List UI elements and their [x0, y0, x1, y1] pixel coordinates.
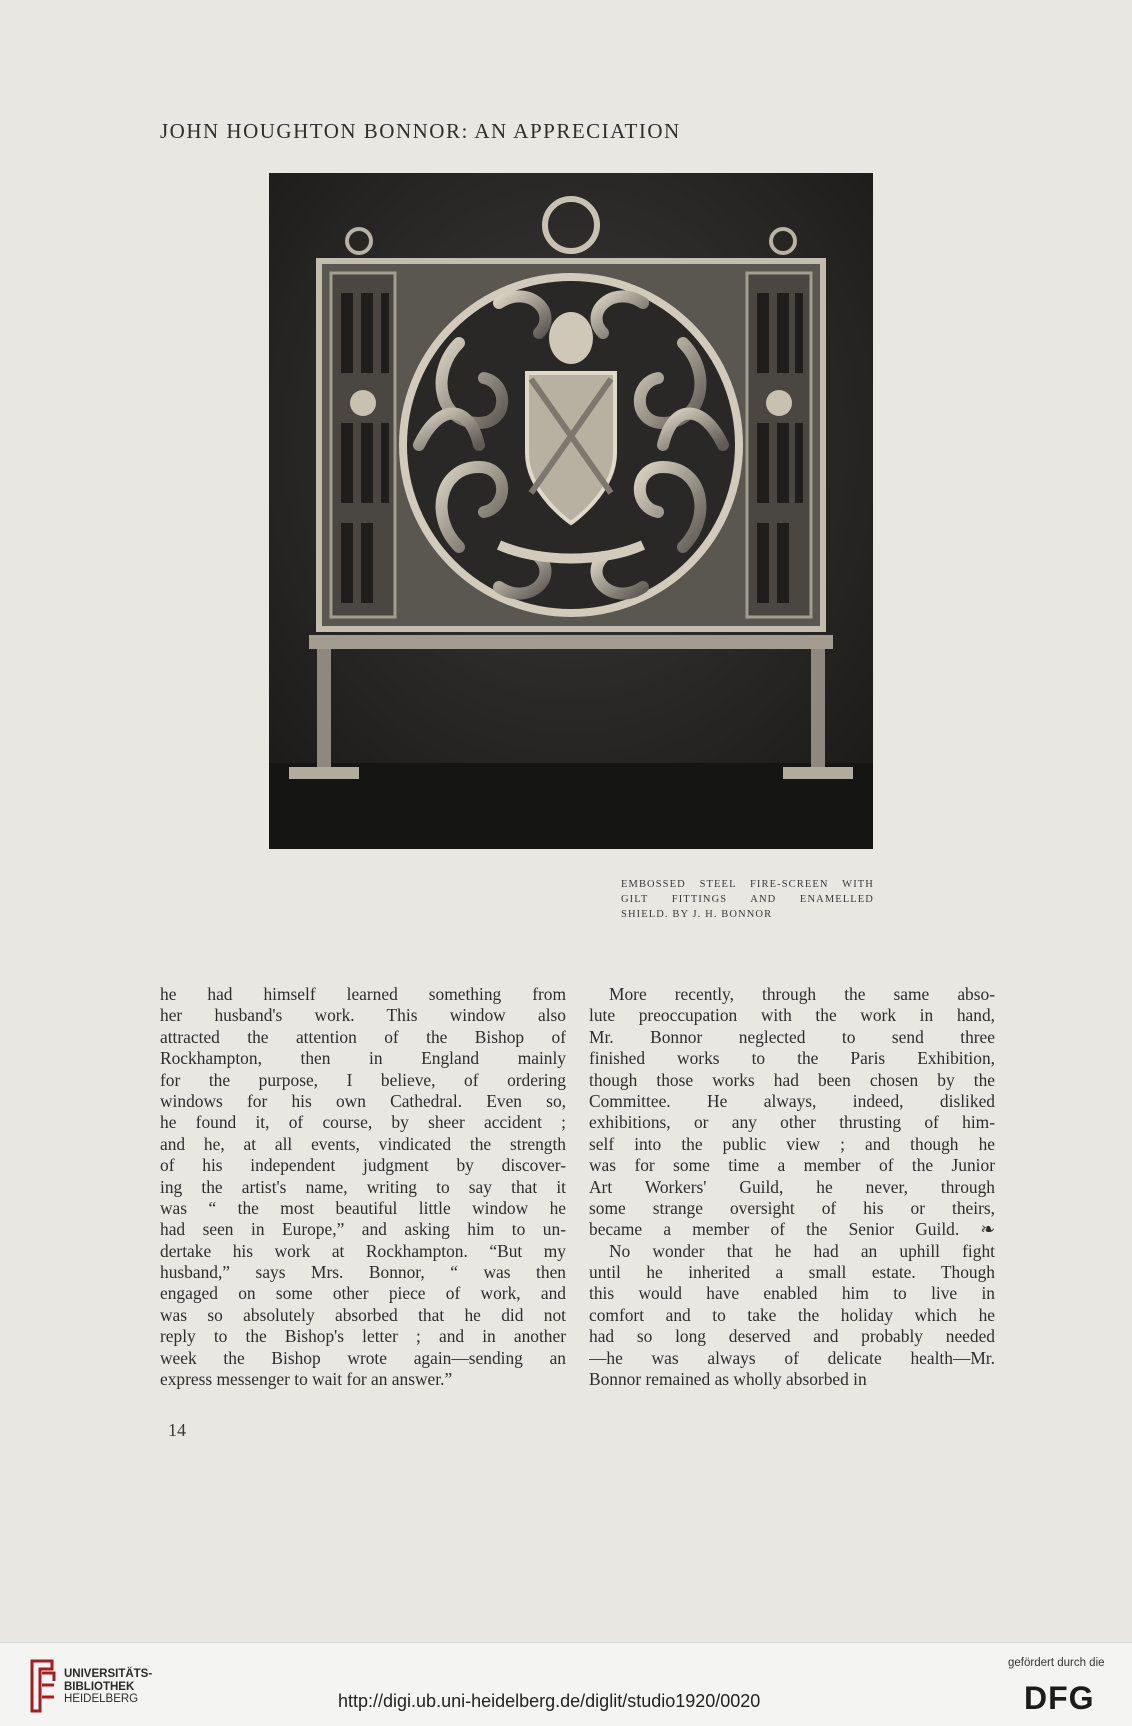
text-line: No wonder that he had an uphill fight [609, 1240, 995, 1261]
text-line: was “ the most beautiful little window he [160, 1197, 566, 1218]
text-line: became a member of the Senior Guild. ❧ [589, 1219, 995, 1240]
text-line: until he inherited a small estate. Though [589, 1262, 995, 1283]
text-line: express messenger to wait for an answer.” [160, 1369, 453, 1390]
caption-line: EMBOSSED STEEL FIRE-SCREEN WITH [621, 879, 874, 890]
text-line: he had himself learned something from [160, 984, 566, 1004]
running-title: JOHN HOUGHTON BONNOR: AN APPRECIATION [160, 119, 681, 143]
text-line: lute preoccupation with the work in hand, [589, 1005, 995, 1026]
text-line: Art Workers' Guild, he never, through [589, 1176, 995, 1197]
digitization-footer [0, 1642, 1132, 1726]
library-logo-icon[interactable] [28, 1655, 56, 1717]
text-line: had seen in Europe,” and asking him to un- [160, 1219, 566, 1240]
text-line: dertake his work at Rockhampton. “But my [160, 1240, 566, 1261]
library-name-line: HEIDELBERG [64, 1693, 139, 1705]
text-line: reply to the Bishop's letter ; and in another [160, 1326, 566, 1347]
text-line: More recently, through the same abso- [609, 984, 995, 1004]
text-line: was so absolutely absorbed that he did not [160, 1304, 566, 1325]
text-line: was for some time a member of the Junior [589, 1155, 995, 1176]
text-line: comfort and to take the holiday which he [589, 1304, 995, 1325]
text-line: —he was always of delicate health—Mr. [589, 1347, 995, 1368]
text-line: attracted the attention of the Bishop of [160, 1026, 566, 1047]
text-line: and he, at all events, vindicated the strength [160, 1133, 566, 1154]
library-name-line: BIBLIOTHEK [64, 1680, 135, 1693]
left-text-column [160, 984, 566, 1390]
fire-screen-photograph [269, 173, 873, 849]
text-line: Mr. Bonnor neglected to send three [589, 1026, 995, 1047]
text-line: self into the public view ; and though he [589, 1133, 995, 1154]
text-line: finished works to the Paris Exhibition, [589, 1048, 995, 1069]
text-line: Committee. He always, indeed, disliked [589, 1090, 995, 1111]
text-line: week the Bishop wrote again—sending an [160, 1347, 566, 1368]
library-name-line: UNIVERSITÄTS- [64, 1668, 153, 1680]
text-line: exhibitions, or any other thrusting of him- [589, 1112, 995, 1133]
page-number: 14 [168, 1420, 186, 1440]
library-name[interactable] [64, 1668, 152, 1706]
fire-screen-illustration [269, 173, 873, 849]
text-line: engaged on some other piece of work, and [160, 1283, 566, 1304]
text-line: for the purpose, I believe, of ordering [160, 1069, 566, 1090]
funder-label: gefördert durch die [1008, 1657, 1105, 1669]
text-line: her husband's work. This window also [160, 1005, 566, 1026]
text-line: Bonnor remained as wholly absorbed in [589, 1369, 867, 1390]
text-line: windows for his own Cathedral. Even so, [160, 1090, 566, 1111]
text-line: he found it, of course, by sheer accident ; [160, 1112, 566, 1133]
text-line: though those works had been chosen by the [589, 1069, 995, 1090]
text-line: husband,” says Mrs. Bonnor, “ was then [160, 1262, 566, 1283]
text-line: had so long deserved and probably needed [589, 1326, 995, 1347]
dfg-logo[interactable]: DFG [1024, 1680, 1095, 1716]
text-line: some strange oversight of his or theirs, [589, 1197, 995, 1218]
caption-line: SHIELD. BY J. H. BONNOR [621, 909, 773, 920]
figure-caption [621, 877, 874, 922]
right-text-column [589, 984, 995, 1390]
text-line: this would have enabled him to live in [589, 1283, 995, 1304]
text-line: ing the artist's name, writing to say that it [160, 1176, 566, 1197]
text-line: Rockhampton, then in England mainly [160, 1048, 566, 1069]
caption-line: GILT FITTINGS AND ENAMELLED [621, 894, 874, 905]
permalink-url[interactable]: http://digi.ub.uni-heidelberg.de/diglit/studio1920/0020 [338, 1691, 761, 1711]
text-line: of his independent judgment by discover- [160, 1155, 566, 1176]
